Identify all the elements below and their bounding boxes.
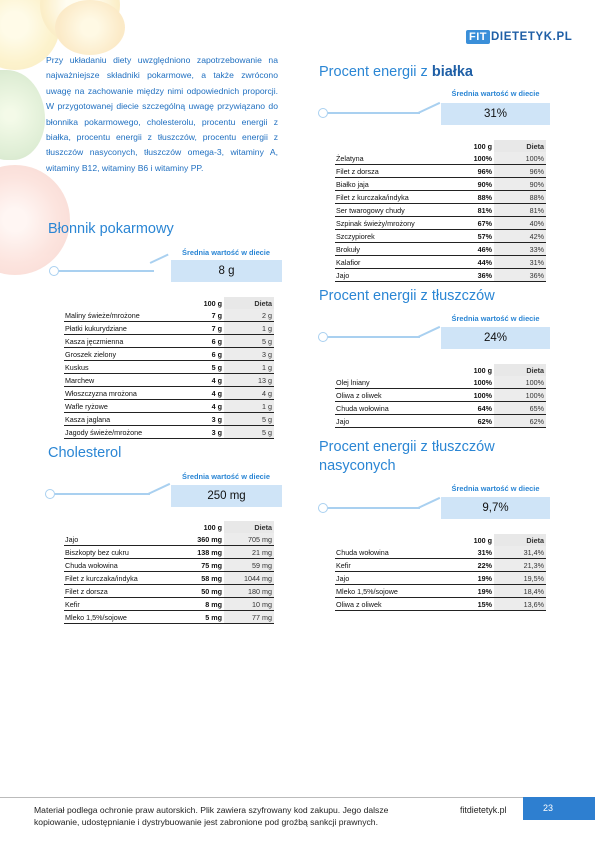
table-row bbox=[64, 611, 274, 624]
value-100g-cell: 6 g bbox=[174, 348, 224, 361]
copyright-line-1: Materiał podlega ochronie praw autorskich. Plik zawiera szyfrowany kod zakupu. Jego dalsze bbox=[34, 805, 389, 815]
table-row bbox=[335, 256, 546, 269]
value-diet-cell: 19,5% bbox=[494, 572, 546, 585]
value-100g-cell: 50 mg bbox=[174, 585, 224, 598]
satfat-avg-value: 9,7% bbox=[441, 497, 550, 519]
value-100g-cell: 8 mg bbox=[174, 598, 224, 611]
value-diet-cell: 33% bbox=[494, 243, 546, 256]
value-100g-cell: 15% bbox=[444, 598, 494, 611]
fat-avg-value: 24% bbox=[441, 327, 550, 349]
food-name-cell: Oliwa z oliwek bbox=[335, 598, 444, 611]
cholesterol-avg-value: 250 mg bbox=[171, 485, 282, 507]
table-row bbox=[64, 413, 274, 426]
food-name-cell: Biszkopty bez cukru bbox=[64, 546, 174, 559]
satfat-title-line1: Procent energii z tłuszczów bbox=[319, 439, 495, 455]
food-name-cell: Płatki kukurydziane bbox=[64, 322, 174, 335]
value-diet-cell: 21,3% bbox=[494, 559, 546, 572]
value-100g-cell: 100% bbox=[444, 152, 494, 165]
fiber-avg-value: 8 g bbox=[171, 260, 282, 282]
table-row bbox=[335, 376, 546, 389]
fiber-table bbox=[64, 297, 274, 439]
value-100g-cell: 100% bbox=[444, 389, 494, 402]
value-diet-cell: 705 mg bbox=[224, 533, 274, 546]
value-100g-cell: 7 g bbox=[174, 322, 224, 335]
food-name-cell: Jagody świeże/mrożone bbox=[64, 426, 174, 439]
protein-avg-label: Średnia wartość w diecie bbox=[451, 89, 540, 98]
food-name-cell: Białko jaja bbox=[335, 178, 444, 191]
value-diet-cell: 21 mg bbox=[224, 546, 274, 559]
value-diet-cell: 31,4% bbox=[494, 546, 546, 559]
col-100g: 100 g bbox=[473, 365, 492, 375]
value-100g-cell: 3 g bbox=[174, 426, 224, 439]
food-name-cell: Kasza jaglana bbox=[64, 413, 174, 426]
table-row bbox=[335, 191, 546, 204]
value-100g-cell: 19% bbox=[444, 585, 494, 598]
food-name-cell: Szczypiorek bbox=[335, 230, 444, 243]
table-row bbox=[335, 243, 546, 256]
food-name-cell: Kasza jęczmienna bbox=[64, 335, 174, 348]
cholesterol-title: Cholesterol bbox=[48, 445, 122, 461]
table-row bbox=[64, 598, 274, 611]
table-row bbox=[335, 230, 546, 243]
value-100g-cell: 7 g bbox=[174, 309, 224, 322]
satfat-avg-label: Średnia wartość w diecie bbox=[451, 484, 540, 493]
food-name-cell: Filet z kurczaka/indyka bbox=[335, 191, 444, 204]
table-row bbox=[64, 572, 274, 585]
cholesterol-avg-label: Średnia wartość w diecie bbox=[182, 472, 270, 481]
food-name-cell: Jajo bbox=[335, 415, 444, 428]
value-100g-cell: 88% bbox=[444, 191, 494, 204]
value-diet-cell: 90% bbox=[494, 178, 546, 191]
table-row bbox=[64, 533, 274, 546]
value-diet-cell: 81% bbox=[494, 204, 546, 217]
food-name-cell: Maliny świeże/mrożone bbox=[64, 309, 174, 322]
table-row bbox=[64, 546, 274, 559]
value-100g-cell: 67% bbox=[444, 217, 494, 230]
logo-fit: FIT bbox=[466, 30, 490, 44]
value-100g-cell: 81% bbox=[444, 204, 494, 217]
value-diet-cell: 1044 mg bbox=[224, 572, 274, 585]
table-row bbox=[335, 204, 546, 217]
value-diet-cell: 88% bbox=[494, 191, 546, 204]
table-row bbox=[64, 335, 274, 348]
food-name-cell: Ser twarogowy chudy bbox=[335, 204, 444, 217]
food-name-cell: Mleko 1,5%/sojowe bbox=[335, 585, 444, 598]
page-number: 23 bbox=[523, 797, 595, 820]
col-diet: Dieta bbox=[224, 297, 274, 309]
table-row bbox=[64, 559, 274, 572]
table-row bbox=[64, 309, 274, 322]
value-100g-cell: 62% bbox=[444, 415, 494, 428]
cholesterol-table bbox=[64, 521, 274, 624]
value-diet-cell: 62% bbox=[494, 415, 546, 428]
table-row bbox=[335, 546, 546, 559]
food-name-cell: Kuskus bbox=[64, 361, 174, 374]
food-name-cell: Kefir bbox=[335, 559, 444, 572]
value-100g-cell: 96% bbox=[444, 165, 494, 178]
protein-table bbox=[335, 140, 546, 282]
value-diet-cell: 5 g bbox=[224, 335, 274, 348]
protein-title bbox=[319, 63, 473, 82]
table-row bbox=[64, 374, 274, 387]
food-name-cell: Żelatyna bbox=[335, 152, 444, 165]
value-diet-cell: 1 g bbox=[224, 400, 274, 413]
col-100g: 100 g bbox=[473, 535, 492, 545]
food-name-cell: Mleko 1,5%/sojowe bbox=[64, 611, 174, 624]
table-row bbox=[64, 348, 274, 361]
value-diet-cell: 1 g bbox=[224, 322, 274, 335]
value-100g-cell: 58 mg bbox=[174, 572, 224, 585]
table-row bbox=[335, 402, 546, 415]
value-100g-cell: 5 g bbox=[174, 361, 224, 374]
col-diet: Dieta bbox=[224, 521, 274, 533]
food-name-cell: Groszek zielony bbox=[64, 348, 174, 361]
value-diet-cell: 77 mg bbox=[224, 611, 274, 624]
table-row bbox=[335, 165, 546, 178]
value-100g-cell: 44% bbox=[444, 256, 494, 269]
value-100g-cell: 3 g bbox=[174, 413, 224, 426]
col-100g: 100 g bbox=[473, 141, 492, 151]
value-100g-cell: 4 g bbox=[174, 400, 224, 413]
fat-table bbox=[335, 364, 546, 428]
value-diet-cell: 42% bbox=[494, 230, 546, 243]
table-row bbox=[64, 585, 274, 598]
value-100g-cell: 64% bbox=[444, 402, 494, 415]
footer-site-link[interactable]: fitdietetyk.pl bbox=[460, 805, 507, 815]
food-name-cell: Szpinak świeży/mrożony bbox=[335, 217, 444, 230]
value-diet-cell: 65% bbox=[494, 402, 546, 415]
food-name-cell: Wafle ryżowe bbox=[64, 400, 174, 413]
food-name-cell: Jajo bbox=[64, 533, 174, 546]
value-diet-cell: 96% bbox=[494, 165, 546, 178]
col-100g: 100 g bbox=[203, 298, 222, 308]
footer-divider bbox=[0, 797, 595, 798]
food-name-cell: Chuda wołowina bbox=[335, 546, 444, 559]
food-name-cell: Oliwa z oliwek bbox=[335, 389, 444, 402]
value-100g-cell: 22% bbox=[444, 559, 494, 572]
table-row bbox=[335, 559, 546, 572]
value-100g-cell: 19% bbox=[444, 572, 494, 585]
fiber-title: Błonnik pokarmowy bbox=[48, 221, 174, 237]
table-row bbox=[335, 217, 546, 230]
table-row bbox=[64, 400, 274, 413]
value-100g-cell: 5 mg bbox=[174, 611, 224, 624]
food-name-cell: Chuda wołowina bbox=[64, 559, 174, 572]
value-diet-cell: 3 g bbox=[224, 348, 274, 361]
table-row bbox=[64, 322, 274, 335]
value-100g-cell: 4 g bbox=[174, 387, 224, 400]
value-100g-cell: 90% bbox=[444, 178, 494, 191]
value-diet-cell: 13,6% bbox=[494, 598, 546, 611]
table-row bbox=[335, 572, 546, 585]
value-diet-cell: 40% bbox=[494, 217, 546, 230]
table-row bbox=[335, 389, 546, 402]
satfat-title bbox=[319, 438, 495, 476]
table-row bbox=[335, 152, 546, 165]
fiber-avg-label: Średnia wartość w diecie bbox=[182, 248, 270, 257]
value-diet-cell: 13 g bbox=[224, 374, 274, 387]
value-100g-cell: 100% bbox=[444, 376, 494, 389]
food-name-cell: Filet z dorsza bbox=[335, 165, 444, 178]
value-100g-cell: 75 mg bbox=[174, 559, 224, 572]
food-name-cell: Jajo bbox=[335, 269, 444, 282]
fat-avg-label: Średnia wartość w diecie bbox=[451, 314, 540, 323]
food-name-cell: Jajo bbox=[335, 572, 444, 585]
protein-title-bold: białka bbox=[431, 64, 473, 80]
value-diet-cell: 100% bbox=[494, 376, 546, 389]
col-diet: Dieta bbox=[494, 140, 546, 152]
food-name-cell: Filet z kurczaka/indyka bbox=[64, 572, 174, 585]
col-diet: Dieta bbox=[494, 364, 546, 376]
value-diet-cell: 31% bbox=[494, 256, 546, 269]
food-name-cell: Kefir bbox=[64, 598, 174, 611]
value-diet-cell: 36% bbox=[494, 269, 546, 282]
brand-logo bbox=[466, 28, 572, 46]
value-100g-cell: 31% bbox=[444, 546, 494, 559]
value-diet-cell: 5 g bbox=[224, 426, 274, 439]
logo-text: DIETETYK.PL bbox=[491, 31, 573, 43]
table-row bbox=[335, 178, 546, 191]
value-diet-cell: 2 g bbox=[224, 309, 274, 322]
food-name-cell: Olej lniany bbox=[335, 376, 444, 389]
table-row bbox=[335, 415, 546, 428]
value-diet-cell: 100% bbox=[494, 152, 546, 165]
value-diet-cell: 10 mg bbox=[224, 598, 274, 611]
table-row bbox=[335, 598, 546, 611]
copyright-line-2: kopiowanie, udostępnianie i dystrybuowanie jest zabronione pod groźbą sankcji prawnych. bbox=[34, 817, 378, 827]
food-name-cell: Chuda wołowina bbox=[335, 402, 444, 415]
col-diet: Dieta bbox=[494, 534, 546, 546]
value-100g-cell: 138 mg bbox=[174, 546, 224, 559]
food-name-cell: Włoszczyzna mrożona bbox=[64, 387, 174, 400]
food-name-cell: Marchew bbox=[64, 374, 174, 387]
col-100g: 100 g bbox=[203, 522, 222, 532]
value-diet-cell: 180 mg bbox=[224, 585, 274, 598]
food-name-cell: Brokuły bbox=[335, 243, 444, 256]
protein-avg-value: 31% bbox=[441, 103, 550, 125]
value-diet-cell: 5 g bbox=[224, 413, 274, 426]
value-diet-cell: 59 mg bbox=[224, 559, 274, 572]
value-100g-cell: 6 g bbox=[174, 335, 224, 348]
table-row bbox=[64, 387, 274, 400]
value-diet-cell: 4 g bbox=[224, 387, 274, 400]
fat-title: Procent energii z tłuszczów bbox=[319, 288, 495, 304]
satfat-table bbox=[335, 534, 546, 611]
copyright-notice bbox=[34, 804, 414, 828]
value-100g-cell: 36% bbox=[444, 269, 494, 282]
food-name-cell: Filet z dorsza bbox=[64, 585, 174, 598]
intro-paragraph: Przy układaniu diety uwzględniono zapotrzebowanie na najważniejsze składniki pokarmowe, a także zwrócono uwagę na zachowanie między nimi odpowiednich proporcji. W przygotowanej diecie szczególną uwagę przywiązano do błonnika pokarmowego, cholesterolu, procentu energii z białka, procentu energii z tłuszczów, procentu energii z tłuszczów nasyconych, tłuszczów omega-3, witaminy A, witaminy B12, witaminy B6 i witaminy PP. bbox=[46, 55, 278, 173]
food-name-cell: Kalafior bbox=[335, 256, 444, 269]
table-row bbox=[64, 361, 274, 374]
value-100g-cell: 57% bbox=[444, 230, 494, 243]
table-row bbox=[335, 269, 546, 282]
table-row bbox=[335, 585, 546, 598]
value-100g-cell: 360 mg bbox=[174, 533, 224, 546]
value-100g-cell: 4 g bbox=[174, 374, 224, 387]
protein-title-pre: Procent energii z bbox=[319, 64, 432, 80]
value-diet-cell: 100% bbox=[494, 389, 546, 402]
satfat-title-line2: nasyconych bbox=[319, 458, 396, 474]
value-100g-cell: 46% bbox=[444, 243, 494, 256]
value-diet-cell: 18,4% bbox=[494, 585, 546, 598]
value-diet-cell: 1 g bbox=[224, 361, 274, 374]
table-row bbox=[64, 426, 274, 439]
